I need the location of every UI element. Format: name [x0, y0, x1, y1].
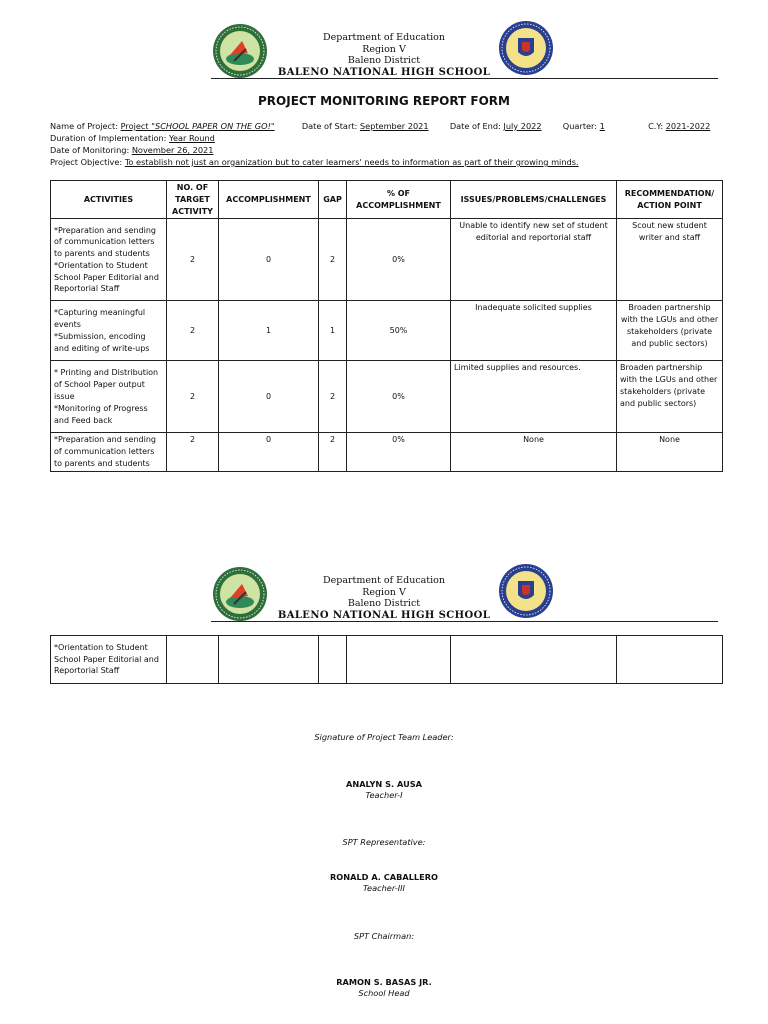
row4-accomplishment: 0 [219, 433, 319, 471]
project-info-line4 [50, 157, 579, 169]
row3-percent: 0% [347, 361, 451, 433]
letterhead-department: Department of Education [323, 575, 445, 586]
letterhead-text [250, 32, 518, 78]
start-value: September 2021 [359, 121, 429, 131]
table-row [51, 433, 723, 471]
letterhead-district: Baleno District [347, 598, 421, 609]
cont-target [167, 636, 219, 684]
rep-signature-label: SPT Representative: [342, 837, 426, 847]
monitoring-value: November 26, 2021 [131, 145, 214, 155]
chair-title: School Head [358, 988, 410, 998]
letterhead-school: BALENO NATIONAL HIGH SCHOOL [277, 66, 491, 78]
row4-issues: None [451, 433, 617, 471]
row3-accomplishment: 0 [219, 361, 319, 433]
objective-label: Project Objective: [50, 157, 125, 167]
letterhead-region: Region V [362, 586, 406, 598]
row1-activities: *Preparation and sending of communication letters to parents and students *Orientation to Student School Paper Editorial and Reportorial Staff [51, 219, 167, 301]
row4-target: 2 [167, 433, 219, 471]
project-name-value: Project "SCHOOL PAPER ON THE GO!" [120, 121, 275, 131]
table-row [51, 219, 723, 301]
chair-name: RAMON S. BASAS JR. [336, 977, 432, 987]
row1-accomplishment: 0 [219, 219, 319, 301]
table-header-row [51, 181, 723, 219]
row2-target: 2 [167, 301, 219, 361]
row3-target: 2 [167, 361, 219, 433]
cont-gap [319, 636, 347, 684]
project-name-label: Name of Project: [50, 121, 121, 131]
header-recommendation: RECOMMENDATION/ ACTION POINT [617, 181, 723, 219]
cont-accomplishment [219, 636, 319, 684]
header-percent: % OF ACCOMPLISHMENT [347, 181, 451, 219]
letterhead-top [0, 0, 768, 82]
row3-recommendation: Broaden partnership with the LGUs and other stakeholders (private and public sectors) [617, 361, 723, 433]
letterhead-rule [211, 78, 718, 79]
cont-activities: *Orientation to Student School Paper Editorial and Reportorial Staff [51, 636, 167, 684]
table-row [51, 361, 723, 433]
letterhead-school: BALENO NATIONAL HIGH SCHOOL [277, 609, 491, 621]
row1-percent: 0% [347, 219, 451, 301]
row2-activities: *Capturing meaningful events *Submission, encoding and editing of write-ups [51, 301, 167, 361]
cont-recommendation [617, 636, 723, 684]
cont-percent [347, 636, 451, 684]
letterhead-district: Baleno District [347, 55, 421, 66]
row2-recommendation: Broaden partnership with the LGUs and other stakeholders (private and public sectors) [617, 301, 723, 361]
table-row [51, 301, 723, 361]
row1-gap: 2 [319, 219, 347, 301]
letterhead-second [0, 560, 768, 626]
cont-issues [451, 636, 617, 684]
row4-percent: 0% [347, 433, 451, 471]
cy-value: 2021-2022 [665, 121, 711, 131]
row4-activities: *Preparation and sending of communication letters to parents and students [51, 433, 167, 471]
header-target: NO. OF TARGET ACTIVITY [167, 181, 219, 219]
header-gap: GAP [319, 181, 347, 219]
row1-issues: Unable to identify new set of student editorial and reportorial staff [451, 219, 617, 301]
letterhead-rule [211, 621, 718, 622]
header-issues: ISSUES/PROBLEMS/CHALLENGES [451, 181, 617, 219]
row3-gap: 2 [319, 361, 347, 433]
cy-label: C.Y: [648, 121, 666, 131]
header-accomplishment: ACCOMPLISHMENT [219, 181, 319, 219]
duration-label: Duration of Implementation: [50, 133, 170, 143]
end-value: July 2022 [503, 121, 542, 131]
leader-title: Teacher-I [365, 790, 403, 800]
monitoring-label: Date of Monitoring: [50, 145, 132, 155]
row1-target: 2 [167, 219, 219, 301]
row4-recommendation: None [617, 433, 723, 471]
row3-issues: Limited supplies and resources. [451, 361, 617, 433]
quarter-label: Quarter: [562, 121, 600, 131]
row3-activities: * Printing and Distribution of School Paper output issue *Monitoring of Progress and Feed back [51, 361, 167, 433]
objective-value: To establish not just an organization but to cater learners' needs to information as part of their growing minds. [124, 157, 579, 167]
row4-gap: 2 [319, 433, 347, 471]
quarter-value: 1 [599, 121, 605, 131]
row2-accomplishment: 1 [219, 301, 319, 361]
leader-name: ANALYN S. AUSA [346, 779, 422, 789]
start-label: Date of Start: [301, 121, 360, 131]
table-row [51, 636, 723, 684]
chair-signature-label: SPT Chairman: [353, 931, 415, 941]
letterhead-region: Region V [362, 43, 406, 55]
letterhead-department: Department of Education [323, 32, 445, 43]
project-info-line1 [50, 121, 710, 133]
leader-signature-label: Signature of Project Team Leader: [314, 732, 454, 742]
header-activities: ACTIVITIES [51, 181, 167, 219]
row2-gap: 1 [319, 301, 347, 361]
monitoring-table [50, 180, 723, 472]
continued-table [50, 635, 723, 684]
project-info-line3 [50, 145, 213, 157]
end-label: Date of End: [449, 121, 504, 131]
rep-name: RONALD A. CABALLERO [330, 872, 438, 882]
project-info-line2 [50, 133, 215, 145]
form-title: PROJECT MONITORING REPORT FORM [258, 94, 510, 108]
row2-percent: 50% [347, 301, 451, 361]
duration-value: Year Round [169, 133, 215, 143]
row2-issues: Inadequate solicited supplies [451, 301, 617, 361]
row1-recommendation: Scout new student writer and staff [617, 219, 723, 301]
letterhead-text [250, 575, 518, 621]
rep-title: Teacher-III [363, 883, 405, 893]
